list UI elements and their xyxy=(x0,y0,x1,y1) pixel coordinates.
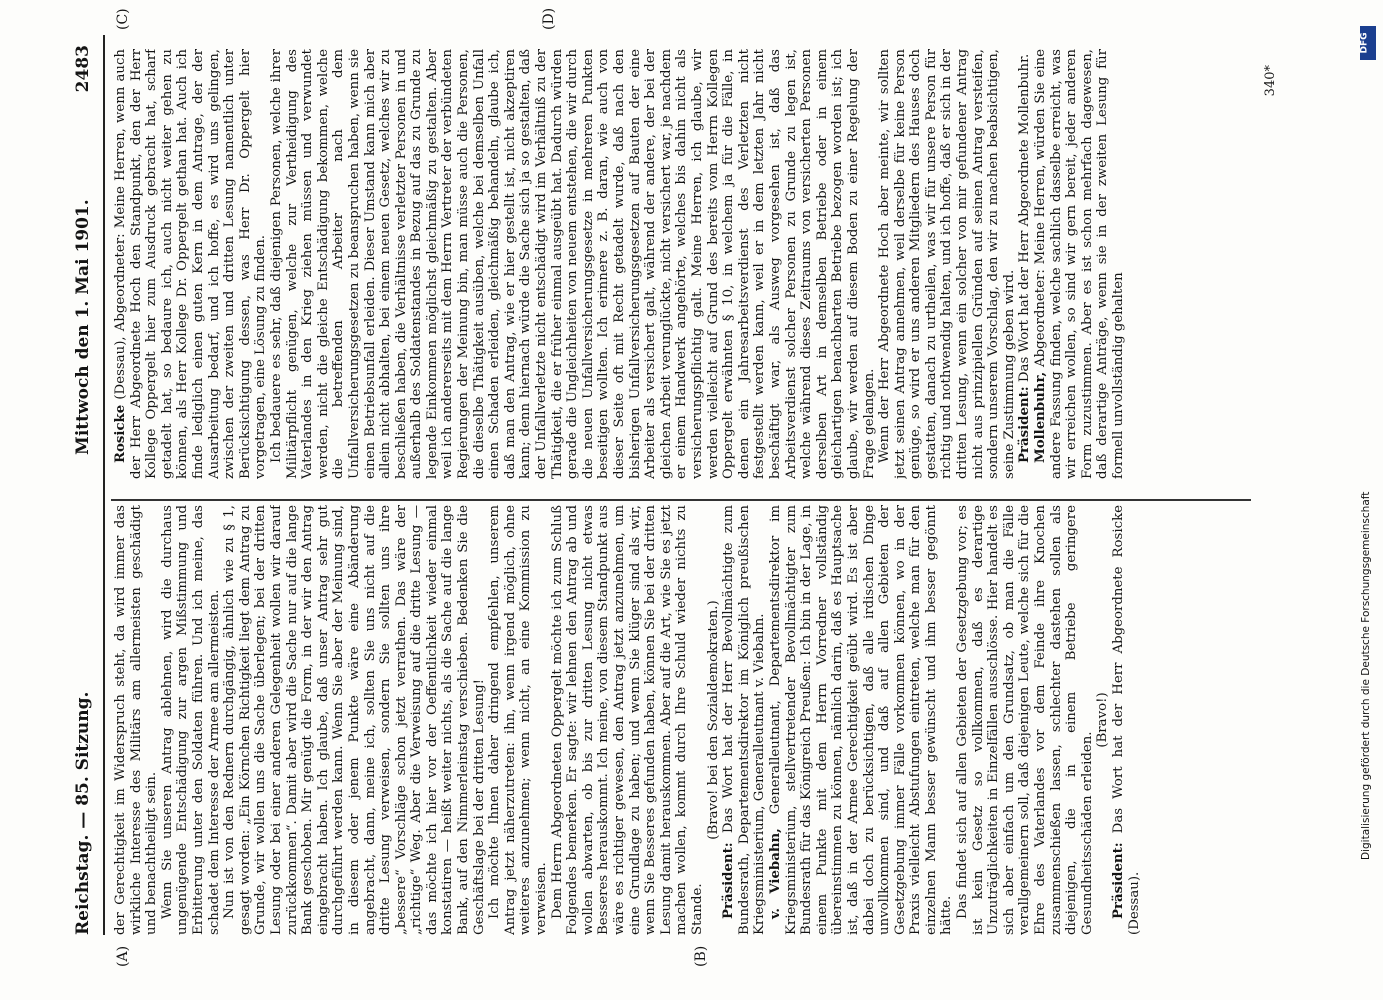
margin-marker-b: (B) xyxy=(693,945,709,967)
paragraph xyxy=(721,505,768,935)
right-column xyxy=(113,49,1273,479)
speaker-label: Präsident: xyxy=(1017,386,1033,463)
logo-text: DFG xyxy=(1359,32,1370,54)
paragraph: Ich möchte Ihnen daher dringend empfehlen, unserem Antrag jetzt näherzutreten: ihn, wenn irgend möglich, ohne weiteres anzunehmen; wenn nicht, an eine Kommission zu verweisen. xyxy=(487,505,550,935)
header-date: Mittwoch den 1. Mai 1901. xyxy=(73,199,93,455)
speaker-label: v. Viebahn, xyxy=(767,828,783,919)
paragraph xyxy=(113,49,269,479)
paragraph-text: Abgeordneter: Meine Herren, würden Sie eine andere Fassung finden, welche sachlich dasselbe erreicht, was wir erreichen wollen, so sind wir gern bereit, jeder anderen Form zuzustimmen. Aber es ist schon mehrfach dagewesen, daß derartige Anträge, wenn sie in der zweiten Lesung für formell unvollständig gehalten xyxy=(1033,49,1126,479)
paragraph-text: Das Wort hat der Herr Abgeordnete Rosicke (Dessau). xyxy=(1111,505,1142,935)
paragraph: Wenn der Herr Abgeordnete Hoch aber meinte, wir sollten jetzt seinen Antrag annehmen, weil derselbe für keine Person genüge, so wird er uns anderen Mitgliedern des Hauses doch gestatten, danach zu urtheilen, was wir für unsere Person für richtig und nothwendig halten, und ich hoffe, daß er sich in der dritten Lesung, wenn ein solcher von mir gefundener Antrag nicht aus prinzipiellen Gründen auf seinen Antrag versteifen, sondern unserem Vorschlag, den wir zu machen beabsichtigen, seine Zustimmung geben wird. xyxy=(877,49,1017,479)
paragraph: Ich bedauere es sehr, daß diejenigen Personen, welche ihrer Militärpflicht genügen, welche zur Vertheidigung des Vaterlandes in den Krieg ziehen müssen und verwundet werden, nicht die gleiche Entschädigung bekommen, welche die betreffenden Arbeiter nach dem Unfallversicherungsgesetzen zu beanspruchen haben, wenn sie einen Betriebsunfall erleiden. Dieser Umstand kann mich aber allein nicht abhalten, bei einem neuen Gesetz, welches wir zu beschließen haben, die Verhältnisse verletzter Personen in und außerhalb des Soldatenstandes in Bezug auf das zu Grunde zu legende Einkommen möglichst gleichmäßig zu gestalten. Aber weil ich andererseits mit dem Herrn Vertreter der verbündeten Regierungen der Meinung bin, man müsse auch die Personen, die dieselbe Thätigkeit ausüben, welche bei demselben Unfall einen Schaden erleiden, gleichmäßig behandeln, glaube ich, daß man den Antrag, wie er hier gestellt ist, nicht akzeptiren kann; denn hiernach würde die Sache sich ja so gestalten, daß der Unfallverletzte nicht entschädigt wird im Verhältniß zu der Thätigkeit, die er früher einmal ausgeübt hat. Dadurch würden gerade die Ungleichheiten von neuem entstehen, die wir durch die neuen Unfallversicherungsgesetze in mehreren Punkten beseitigen wollten. Ich erinnere z. B. daran, wie auch von dieser Seite oft mit Recht getadelt wurde, daß nach den bisherigen Unfallversicherungsgesetzen auf Bauten der eine Arbeiter als versichert galt, während der andere, der bei der gleichen Arbeit verunglückte, nicht versichert war, je nachdem er einem Handwerk angehörte, welches bis dahin nicht als versicherungspflichtig galt. Meine Herren, ich glaube, wir werden vielleicht auf Grund des bereits vom Herrn Kollegen Oppergelt erwähnten § 10, in welchem ja für die Fälle, in denen ein Jahresarbeitsverdienst des Verletzten nicht festgestellt werden kann, weil er in dem letzten Jahr nicht beschäftigt war, als Ausweg vorgesehen ist, daß das Arbeitsverdienst solcher Personen zu Grunde zu legen ist, welche während dieses Zeitraums von versicherten Personen derselben Art in demselben Betriebe oder in einem gleichartigen benachbarten Betriebe bezogen worden ist; ich glaube, wir werden auf diesem Boden zu einer Regelung der Frage gelangen. xyxy=(268,49,877,479)
paragraph: Wenn Sie unseren Antrag ablehnen, wird die durchaus ungenügende Entschädigung zur argen Mißstimmung und Erbitterung unter den Soldaten führen. Und ich meine, das schadet dem Interesse der Armee am allermeisten. xyxy=(159,505,222,935)
interjection: (Bravo!) xyxy=(1095,692,1111,748)
margin-marker-a: (A) xyxy=(115,945,131,967)
speaker-label: Mollenbuhr, xyxy=(1033,371,1049,463)
paragraph xyxy=(768,505,955,935)
page-header xyxy=(73,35,101,935)
margin-marker-c: (C) xyxy=(115,8,131,30)
paragraph-text: (Dessau), Abgeordneter: Meine Herren, wenn auch der Herr Abgeordnete Hoch den Standpunkt, den der Herr Kollege Oppergelt hier zum Ausdruck gebracht hat, scharf getadelt hat, so bedaure ich, auch nicht weiter gehen zu können, als Herr Kollege Dr. Oppergelt gethan hat. Auch ich finde lediglich einen guten Kern in dem Antrage, der der Ausarbeitung bedarf, und ich hoffe, es wird uns gelingen, zwischen der zweiten und dritten Lesung namentlich unter Berücksichtigung dessen, was Herr Dr. Oppergelt hier vorgetragen, eine Lösung zu finden. xyxy=(113,49,269,479)
credit-text: Digitalisierung gefördert durch die Deutsche Forschungsgemeinschaft xyxy=(1360,491,1372,860)
paragraph: Nun ist von den Rednern durchgängig, ähnlich wie zu § 1, gesagt worden: „Ein Körnchen Richtigkeit liegt dem Antrag zu Grunde, wir wollen uns die Sache überlegen; bei der dritten Lesung oder bei einer anderen Gelegenheit wollen wir darauf zurückkommen“. Damit aber wird die Sache nur auf die lange Bank geschoben. Mir genügt die Form, in der wir den Antrag eingebracht haben. Ich glaube, daß unser Antrag sehr gut durchgeführt werden kann. Wenn Sie aber der Meinung sind, in diesem oder jenem Punkte wäre eine Abänderung angebracht, dann, meine ich, sollten Sie uns nicht auf die dritte Lesung verweisen, sondern Sie sollten uns ihre „bessere“ Vorschläge schon jetzt verrathen. Das wäre der „richtige“ Weg. Aber die Verweisung auf die dritte Lesung — das möchte ich hier vor der Oeffentlichkeit wieder einmal konstatiren — heißt weiter nichts, als die Sache auf die lange Bank, auf den Nimmerleinstag verschieben. Bedenken Sie die Geschäftslage bei der dritten Lesung! xyxy=(222,505,487,935)
paragraph xyxy=(1017,49,1033,479)
paragraph xyxy=(1033,49,1127,479)
header-left: Reichstag. — 85. Sitzung. xyxy=(73,691,93,935)
column-divider xyxy=(111,499,1251,501)
margin-marker-d: (D) xyxy=(541,7,557,30)
paragraph: Dem Herrn Abgeordneten Oppergelt möchte ich zum Schluß Folgendes bemerken. Er sagte: wir lehnen den Antrag ab und wollen abwarten, ob bis zur dritten Lesung nicht etwas Besseres herauskommt. Ich meine, von diesem Standpunkt aus wäre es richtiger gewesen, den Antrag jetzt anzunehmen, um eine Grundlage zu haben; und wenn Sie klüger sind als wir, wenn Sie Besseres gefunden haben, können Sie bei der dritten Lesung damit herauskommen. Aber auf die Art, wie Sie es jetzt machen wollen, kommt durch Ihre Schuld wieder nichts zu Stande. xyxy=(549,505,705,935)
paragraph-text: Das Wort hat der Herr Abgeordnete Mollenbuhr. xyxy=(1017,53,1033,383)
header-rule xyxy=(103,35,105,935)
paragraph-text: Generalleutnant, Departementsdirektor im Kriegsministerium, stellvertretender Bevollmächtigter zum Bundesrath für das Königreich Preußen: Ich bin in der Lage, in einem Punkte mit dem Herrn Vorredner vollständig übereinstimmen zu können, nämlich darin, daß es Hauptsache ist, daß in der Armee Gerechtigkeit geübt wird. Es ist aber dabei doch zu berücksichtigen, daß alle irdischen Dinge unvollkommen sind, und daß auf allen Gebieten der Gesetzgebung immer Fälle vorkommen können, wo in der Praxis vielleicht Abstufungen eintreten, welche man für den einzelnen Mann besser gewünscht und ihm besser gegönnt hätte. xyxy=(767,505,955,935)
digitization-credit xyxy=(1358,20,1380,860)
page-number: 2483 xyxy=(73,45,93,93)
paragraph-text: Das Wort hat der Herr Bevollmächtigte zum Bundesrath, Departementsdirektor im Königlich preußischen Kriegsministerium, Generalleutnant v. Viebahn. xyxy=(721,505,768,935)
paragraph: Das findet sich auf allen Gebieten der Gesetzgebung vor; es ist kein Gesetz so vollkommen, daß es derartige Unzuträglichkeiten in Einzelfällen ausschlösse. Hier handelt es sich aber einfach um den Grundsatz, ob man die Fälle verallgemeinern soll, daß diejenigen Leute, welche sich für die Ehre des Vaterlandes vor dem Feinde ihre Knochen zusammenschießen lassen, schlechter dastehen sollen als diejenigen, die in einem Betriebe geringere Gesundheitsschäden erleiden. xyxy=(955,505,1095,935)
speaker-label: Präsident: xyxy=(1111,842,1126,919)
paragraph: der Gerechtigkeit im Widerspruch steht, da wird immer das wirkliche Interesse des Militärs am allermeisten geschädigt und benachtheiligt sein. xyxy=(113,505,160,935)
left-column xyxy=(113,505,1273,935)
interjection: (Bravo! bei den Sozialdemokraten.) xyxy=(705,600,721,840)
signature-mark: 340* xyxy=(1263,65,1278,97)
paragraph xyxy=(1111,505,1142,935)
speaker-label: Rosicke xyxy=(113,404,128,463)
speaker-label: Präsident: xyxy=(721,842,737,919)
rotated-document-page xyxy=(41,7,1341,975)
